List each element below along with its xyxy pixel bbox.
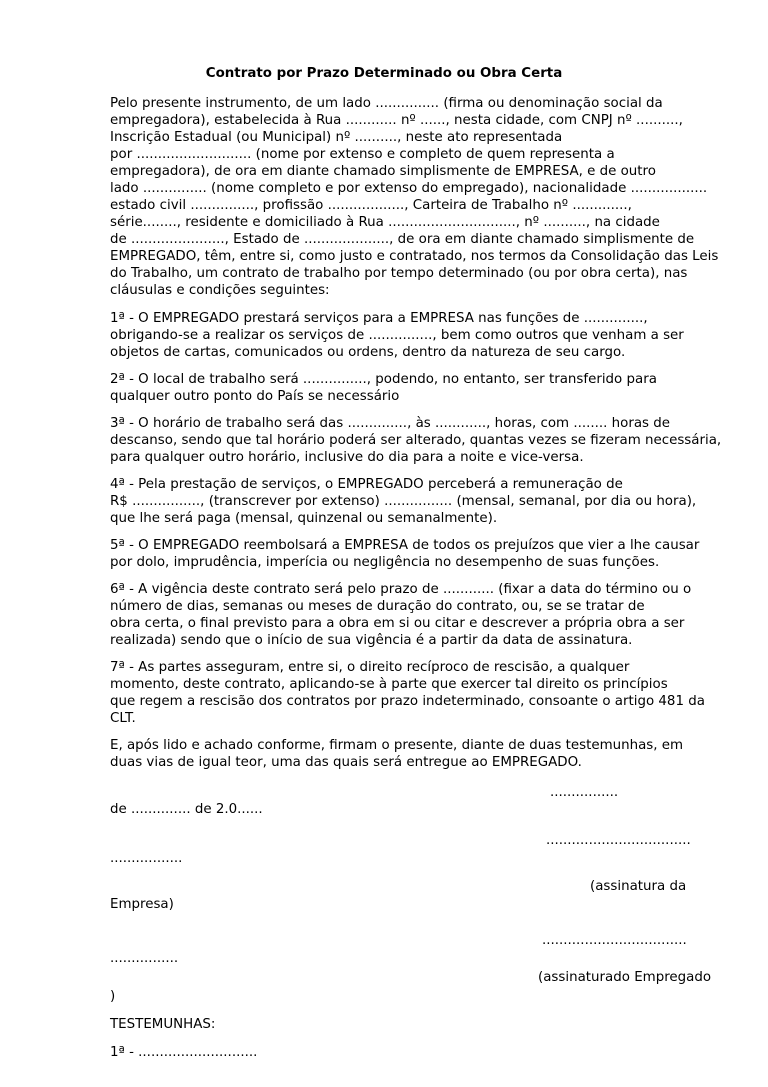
clause7-line-3: que regem a rescisão dos contratos por prazo indeterminado, consoante o artigo 481 da — [110, 694, 705, 709]
clause1-line-2: obrigando-se a realizar os serviços de ..............., bem como outros que venham a ser — [110, 328, 684, 343]
clause6-line-3: obra certa, o final previsto para a obra em si ou citar e descrever a própria obra a ser — [110, 616, 685, 631]
intro-line-6: lado ............... (nome completo e por extenso do empregado), nacionalidade .................. — [110, 181, 708, 196]
intro-line-3: Inscrição Estadual (ou Municipal) nº .........., neste ato representada — [110, 130, 563, 145]
intro-line-2: empregadora), estabelecida à Rua ............ nº ......, nesta cidade, com CNPJ nº .........., — [110, 113, 683, 128]
intro-line-7: estado civil ..............., profissão .................., Carteira de Trabalho nº ............., — [110, 198, 632, 213]
employee-signature-label: (assinaturado Empregado — [538, 970, 712, 985]
intro-line-11: do Trabalho, um contrato de trabalho por tempo determinado (ou por obra certa), nas — [110, 266, 688, 281]
witnesses-label: TESTEMUNHAS: — [110, 1017, 216, 1032]
place-dots: ................ — [550, 785, 619, 800]
clause1-line-3: objetos de cartas, comunicados ou ordens, dentro da natureza de seu cargo. — [110, 345, 626, 360]
employee-signature-label-cont: ) — [110, 989, 116, 1004]
clause3-line-3: para qualquer outro horário, inclusive do dia para a noite e vice-versa. — [110, 450, 584, 465]
clause1-line-1: 1ª - O EMPREGADO prestará serviços para a EMPRESA nas funções de .............., — [110, 311, 648, 326]
clause4-line-3: que lhe será paga (mensal, quinzenal ou semanalmente). — [110, 511, 498, 526]
clause7-line-4: CLT. — [110, 711, 136, 726]
closing-line-2: duas vias de igual teor, uma das quais será entregue ao EMPREGADO. — [110, 755, 582, 770]
closing-line-1: E, após lido e achado conforme, firmam o presente, diante de duas testemunhas, em — [110, 738, 684, 753]
intro-line-4: por ........................... (nome por extenso e completo de quem representa a — [110, 147, 615, 162]
clause3-line-2: descanso, sendo que tal horário poderá ser alterado, quantas vezes se fizeram necessária, — [110, 433, 722, 448]
clause6-line-4: realizada) sendo que o início de sua vigência é a partir da data de assinatura. — [110, 633, 633, 648]
clause5-line-2: por dolo, imprudência, imperícia ou negligência no desempenho de suas funções. — [110, 555, 660, 570]
clause7-line-1: 7ª - As partes asseguram, entre si, o direito recíproco de rescisão, a qualquer — [110, 660, 630, 675]
employee-signature-dots: .................................. — [542, 933, 687, 948]
company-signature-dots: .................................. — [546, 833, 691, 848]
witness-1-line: 1ª - ............................ — [110, 1045, 258, 1060]
intro-line-9: de ......................, Estado de ...................., de ora em diante chamado simplismente de — [110, 232, 695, 247]
clause4-line-1: 4ª - Pela prestação de serviços, o EMPREGADO perceberá a remuneração de — [110, 477, 623, 492]
company-signature-label: (assinatura da — [590, 879, 687, 894]
clause5-line-1: 5ª - O EMPREGADO reembolsará a EMPRESA de todos os prejuízos que vier a lhe causar — [110, 538, 700, 553]
company-signature-dots-cont: ................. — [110, 851, 183, 866]
clause6-line-1: 6ª - A vigência deste contrato será pelo prazo de ............ (fixar a data do término ou o — [110, 582, 692, 597]
clause3-line-1: 3ª - O horário de trabalho será das .............., às ............, horas, com ........ horas de — [110, 416, 671, 431]
intro-line-5: empregadora), de ora em diante chamado simplismente de EMPRESA, e de outro — [110, 164, 656, 179]
date-line: de .............. de 2.0...... — [110, 802, 263, 817]
company-signature-label-cont: Empresa) — [110, 897, 174, 912]
clause6-line-2: número de dias, semanas ou meses de duração do contrato, ou, se se tratar de — [110, 599, 645, 614]
clause7-line-2: momento, deste contrato, aplicando-se à parte que exercer tal direito os princípios — [110, 677, 668, 692]
intro-line-1: Pelo presente instrumento, de um lado ............... (firma ou denominação social da — [110, 96, 663, 111]
intro-line-12: cláusulas e condições seguintes: — [110, 283, 330, 298]
clause2-line-2: qualquer outro ponto do País se necessário — [110, 389, 400, 404]
intro-line-8: série........, residente e domiciliado à Rua .............................., nº .........., na cidade — [110, 215, 660, 230]
document-title: Contrato por Prazo Determinado ou Obra Certa — [205, 66, 563, 81]
clause2-line-1: 2ª - O local de trabalho será ..............., podendo, no entanto, ser transferido para — [110, 372, 657, 387]
employee-signature-dots-cont: ................ — [110, 951, 179, 966]
intro-line-10: EMPREGADO, têm, entre si, como justo e contratado, nos termos da Consolidação das Leis — [110, 249, 719, 264]
clause4-line-2: R$ ................, (transcrever por extenso) ................ (mensal, semanal, por dia ou hora), — [110, 494, 697, 509]
